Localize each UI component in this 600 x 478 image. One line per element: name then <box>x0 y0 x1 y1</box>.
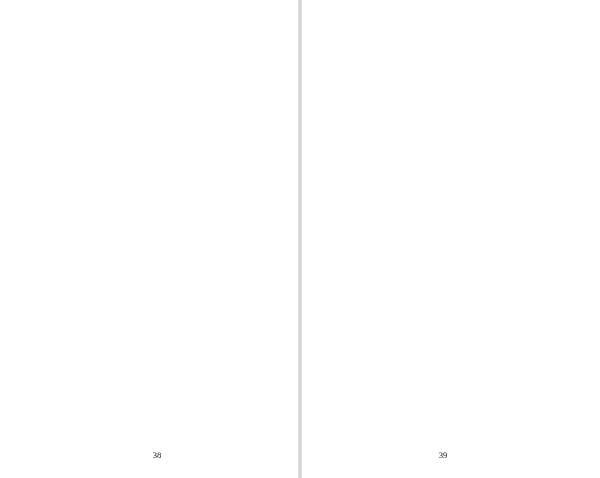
left-page <box>0 0 298 478</box>
left-page-number: 38 <box>152 450 162 460</box>
right-page-number: 39 <box>438 450 448 460</box>
right-page <box>302 0 600 478</box>
